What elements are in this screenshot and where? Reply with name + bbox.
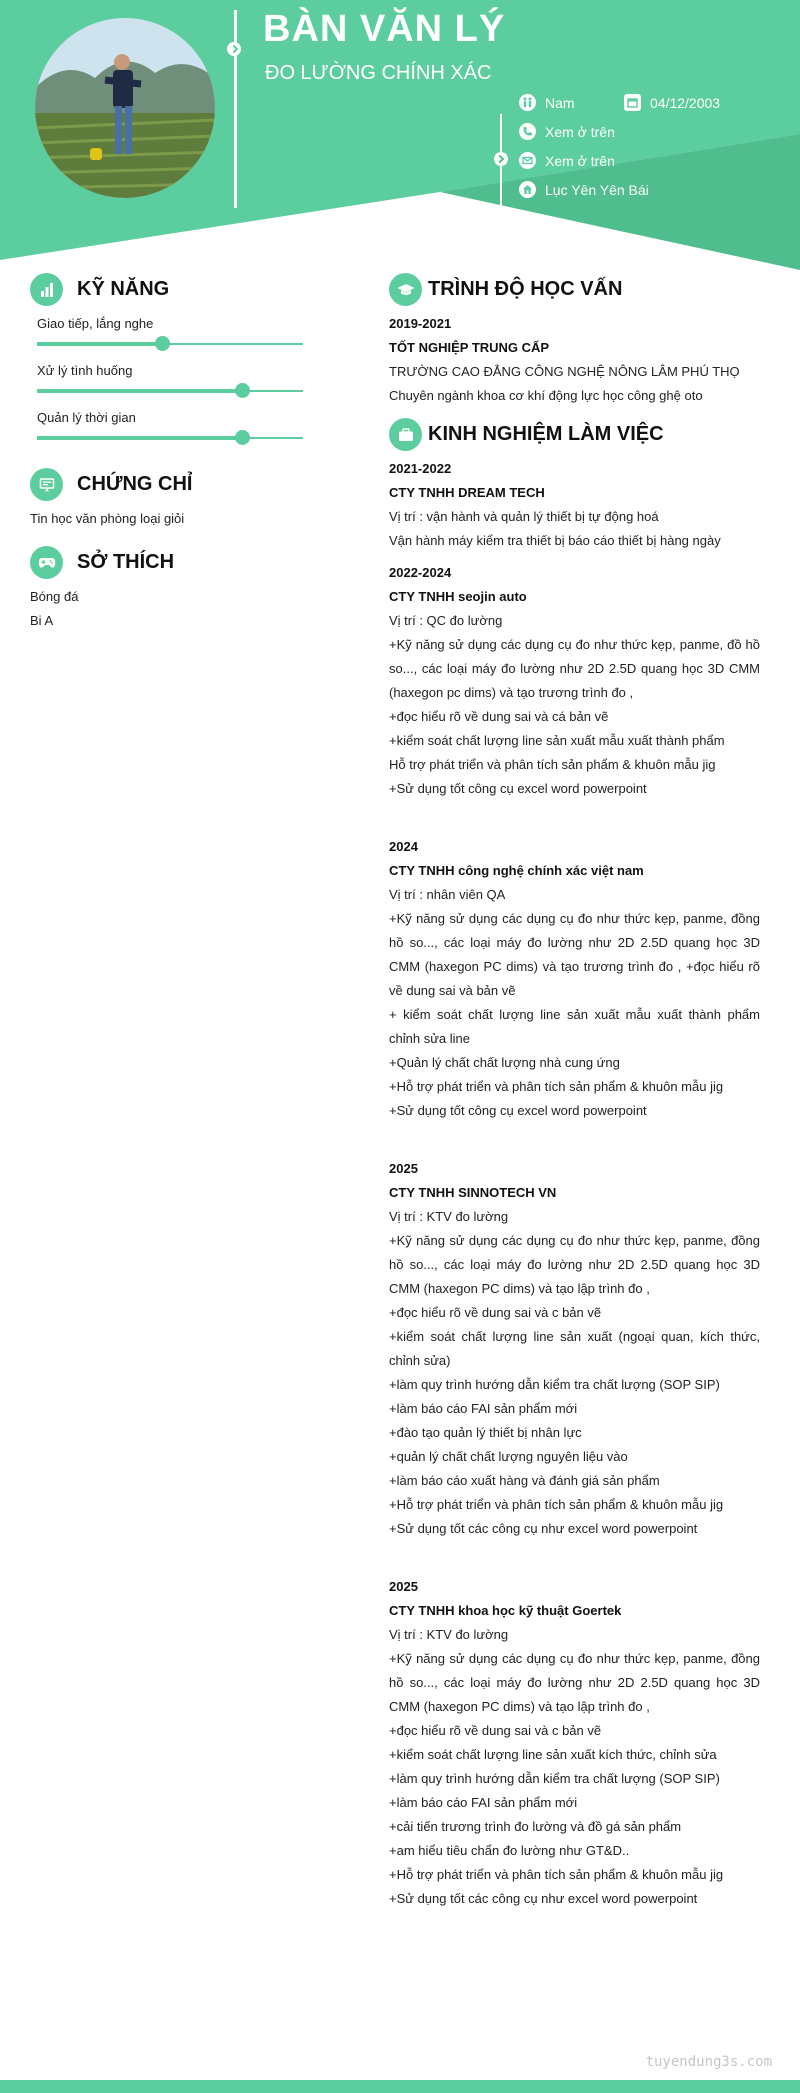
skill-bar-knob — [235, 430, 250, 445]
gamepad-icon — [30, 546, 63, 579]
job-company: CTY TNHH DREAM TECH — [389, 485, 545, 500]
skill-bar — [37, 437, 303, 439]
address-row — [519, 181, 649, 198]
education-degree: TỐT NGHIỆP TRUNG CẤP — [389, 340, 550, 355]
certificates-heading: CHỨNG CHỈ — [30, 468, 192, 501]
job-line: +đọc hiểu rõ về dung sai và c bản vẽ — [389, 1305, 602, 1320]
job-entry — [389, 1575, 760, 1911]
skill-label: Xử lý tình huống — [37, 363, 133, 378]
job-line: +kiểm soát chất lượng line sản xuất mẫu xuất thành phẩm — [389, 733, 725, 748]
job-line: +Sử dụng tốt công cụ excel word powerpoint — [389, 1103, 647, 1118]
phone-value: Xem ở trên — [545, 123, 615, 140]
job-line: +làm quy trình hướng dẫn kiểm tra chất lượng (SOP SIP) — [389, 1771, 720, 1786]
education-major: Chuyên ngành khoa cơ khí động lực học công ghệ oto — [389, 388, 703, 403]
job-years: 2025 — [389, 1161, 418, 1176]
header-divider — [234, 10, 237, 208]
job-years: 2025 — [389, 1579, 418, 1594]
skills-heading: KỸ NĂNG — [30, 273, 169, 306]
job-years: 2024 — [389, 839, 418, 854]
job-line: +đọc hiểu rõ về dung sai và cá bản vẽ — [389, 709, 609, 724]
job-line: Vị trí : nhân viên QA — [389, 887, 506, 902]
education-section — [389, 312, 760, 408]
job-line: Vận hành máy kiểm tra thiết bị báo cáo thiết bị hàng ngày — [389, 533, 721, 548]
job-line: +Kỹ năng sử dụng các dụng cụ đo như thức kẹp, panme, đồng hồ so..., các loại máy đo lường như 2D 2.5D quang học 3D CMM (haxegon PC dims) và tạo lập trình đo , — [389, 1233, 760, 1296]
job-line: Vị trí : KTV đo lường — [389, 1209, 509, 1224]
education-school: TRƯỜNG CAO ĐẲNG CÔNG NGHỆ NÔNG LÂM PHÚ THỌ — [389, 364, 740, 379]
job-line: +Sử dụng tốt các công cụ như excel word powerpoint — [389, 1891, 698, 1906]
gender-row — [519, 94, 575, 111]
avatar — [35, 18, 215, 198]
hobbies-heading: SỞ THÍCH — [30, 546, 174, 579]
email-icon — [519, 152, 536, 169]
skill-bar — [37, 390, 303, 392]
job-line: Vị trí : QC đo lường — [389, 613, 503, 628]
candidate-name: BÀN VĂN LÝ — [263, 8, 506, 50]
job-company: CTY TNHH công nghệ chính xác việt nam — [389, 863, 644, 878]
job-years: 2021-2022 — [389, 461, 452, 476]
address-value: Lục Yên Yên Bái — [545, 181, 649, 198]
birthdate-value: 04/12/2003 — [650, 94, 721, 111]
job-line: +làm báo cáo xuất hàng và đánh giá sản phẩm — [389, 1473, 660, 1488]
job-line: +Kỹ năng sử dụng các dụng cụ đo như thức kẹp, panme, đồ hồ so..., các loại máy đo lường như 2D 2.5D quang học 3D CMM (haxegon pc dims) và tạo trương trình đo , — [389, 637, 760, 700]
bar-chart-icon — [30, 273, 63, 306]
certificate-item: Tin học văn phòng loại giỏi — [30, 511, 185, 526]
education-years: 2019-2021 — [389, 316, 452, 331]
header-divider-arrow-icon — [227, 42, 241, 56]
footer-bar — [0, 2080, 800, 2093]
certificate-icon — [30, 468, 63, 501]
job-line: +Hỗ trợ phát triển và phân tích sản phẩm & khuôn mẫu jig — [389, 1497, 724, 1512]
job-company: CTY TNHH SINNOTECH VN — [389, 1185, 557, 1200]
skill-bar-knob — [155, 336, 170, 351]
job-line: +làm báo cáo FAI sản phẩm mới — [389, 1401, 578, 1416]
gender-icon — [519, 94, 536, 111]
gender-value: Nam — [545, 94, 575, 111]
home-icon — [519, 181, 536, 198]
skill-bar-knob — [235, 383, 250, 398]
briefcase-icon — [389, 418, 422, 451]
job-line: +quản lý chất chất lượng nguyên liệu vào — [389, 1449, 628, 1464]
job-line: +Hỗ trợ phát triển và phân tích sản phẩm & khuôn mẫu jig — [389, 1079, 724, 1094]
job-line: +đào tạo quản lý thiết bị nhân lực — [389, 1425, 582, 1440]
skill-label: Quản lý thời gian — [37, 410, 136, 425]
job-line: Hỗ trợ phát triển và phân tích sản phẩm & khuôn mẫu jig — [389, 757, 716, 772]
graduation-cap-icon — [389, 273, 422, 306]
candidate-title: ĐO LƯỜNG CHÍNH XÁC — [265, 62, 492, 84]
job-years: 2022-2024 — [389, 565, 452, 580]
education-heading: TRÌNH ĐỘ HỌC VẤN — [389, 273, 622, 306]
job-line: +làm quy trình hướng dẫn kiểm tra chất lượng (SOP SIP) — [389, 1377, 720, 1392]
job-entry — [389, 561, 760, 801]
job-entry — [389, 835, 760, 1123]
job-line: +Sử dụng tốt các công cụ như excel word powerpoint — [389, 1521, 698, 1536]
job-line: +Kỹ năng sử dụng các dụng cụ đo như thức kẹp, panme, đồng hồ so..., các loại máy đo lường như 2D 2.5D quang học 3D CMM (haxegon PC dims) và tạo trương trình đo , +đọc hiểu rõ về dung sai và bản vẽ — [389, 911, 760, 998]
hobby-item: Bi A — [30, 613, 54, 628]
job-line: +đọc hiểu rõ về dung sai và c bản vẽ — [389, 1723, 602, 1738]
email-row — [519, 152, 615, 169]
job-line: +Kỹ năng sử dụng các dụng cụ đo như thức kẹp, panme, đồng hồ so..., các loại máy đo lường như 2D 2.5D quang học 3D CMM (haxegon PC dims) và tạo lập trình đo , — [389, 1651, 760, 1714]
job-line: + kiểm soát chất lượng line sản xuất mẫu xuất thành phẩm chỉnh sửa line — [389, 1007, 760, 1046]
job-entry — [389, 457, 760, 553]
phone-icon — [519, 123, 536, 140]
job-line: +Quản lý chất chất lượng nhà cung ứng — [389, 1055, 620, 1070]
phone-row — [519, 123, 615, 140]
watermark: tuyendung3s.com — [645, 2054, 772, 2070]
birthdate-row — [624, 94, 720, 111]
job-line: Vị trí : vận hành và quản lý thiết bị tự động hoá — [389, 509, 659, 524]
email-value: Xem ở trên — [545, 152, 615, 169]
skill-label: Giao tiếp, lắng nghe — [37, 316, 154, 331]
job-line: +làm báo cáo FAI sản phẩm mới — [389, 1795, 578, 1810]
job-line: +kiểm soát chất lượng line sản xuất kích thức, chỉnh sửa — [389, 1747, 717, 1762]
job-company: CTY TNHH khoa học kỹ thuật Goertek — [389, 1603, 622, 1618]
experience-heading: KINH NGHIỆM LÀM VIỆC — [389, 418, 664, 451]
job-line: +cải tiến trương trình đo lường và đồ gá sản phẩm — [389, 1819, 682, 1834]
job-line: +am hiểu tiêu chẩn đo lường như GT&D.. — [389, 1843, 630, 1858]
hobby-item: Bóng đá — [30, 589, 79, 604]
info-divider-arrow-icon — [494, 152, 508, 166]
experience-list — [389, 457, 760, 1911]
job-entry — [389, 1157, 760, 1541]
job-line: +kiểm soát chất lượng line sản xuất (ngoại quan, kích thức, chỉnh sửa) — [389, 1329, 760, 1368]
calendar-icon — [624, 94, 641, 111]
skill-bar — [37, 343, 303, 345]
job-line: Vị trí : KTV đo lường — [389, 1627, 509, 1642]
job-line: +Sử dụng tốt công cụ excel word powerpoint — [389, 781, 647, 796]
job-line: +Hỗ trợ phát triển và phân tích sản phẩm & khuôn mẫu jig — [389, 1867, 724, 1882]
job-company: CTY TNHH seojin auto — [389, 589, 527, 604]
